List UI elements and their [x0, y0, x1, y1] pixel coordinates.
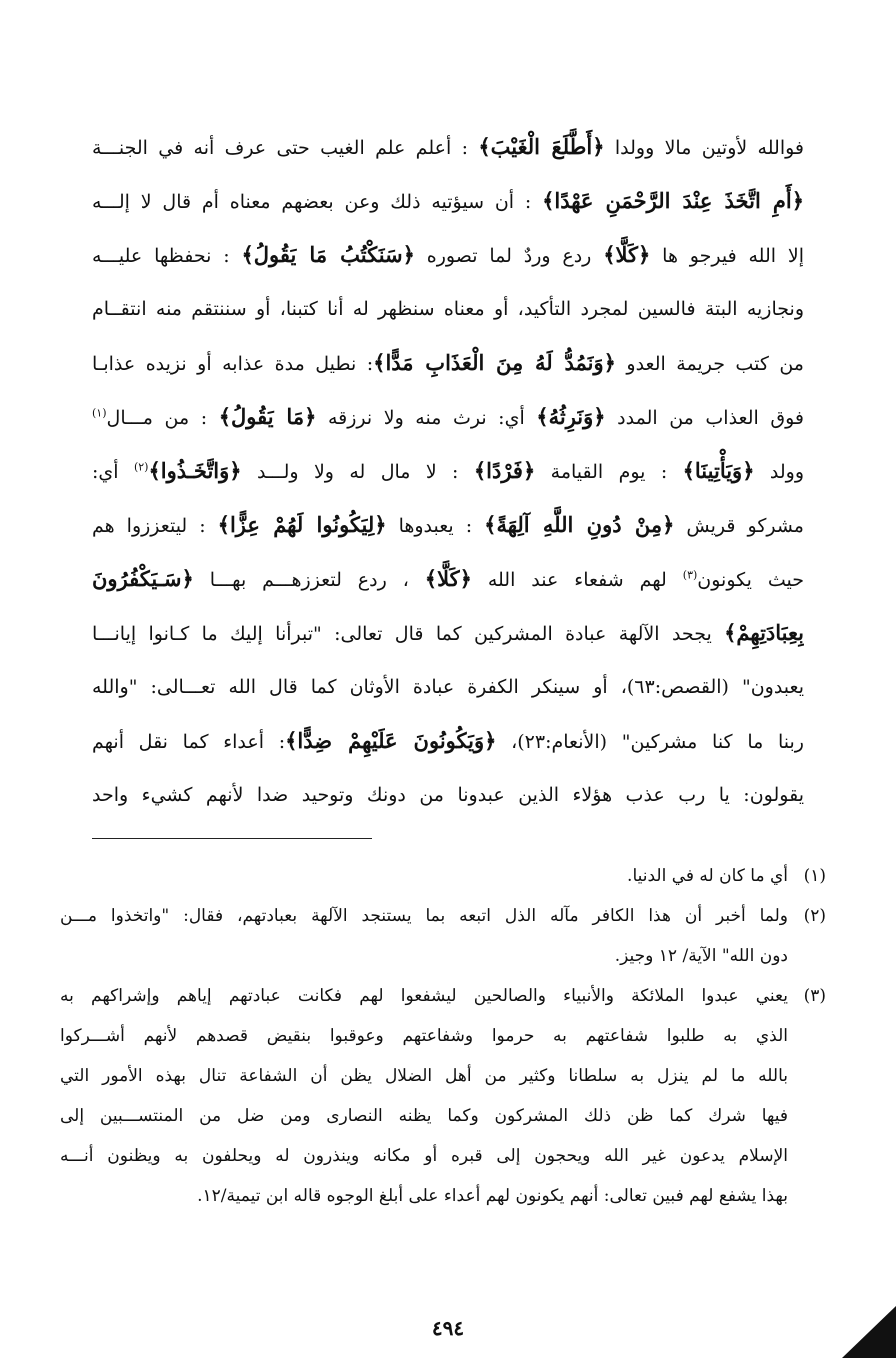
- quran-quote: ﴿أَمِ اتَّخَذَ عِنْدَ الرَّحْمَنِ عَهْدًا﴾: [542, 188, 804, 213]
- text-span: : يوم القيامة: [535, 461, 683, 483]
- text-span: : نطيل مدة عذابه أو نزيده عذابـا: [92, 353, 374, 375]
- text-span: يقولون: يا رب عذب هؤلاء الذين عبدونا من دونك وتوحيد ضدا لأنهم كشيء واحد: [92, 784, 804, 806]
- page-corner-mark: [842, 1306, 896, 1358]
- footnote: [60, 856, 826, 896]
- page-number: ٤٩٤: [431, 1316, 465, 1340]
- text-span: يجحد الآلهة عبادة المشركين كما قال تعالى: "تبرأنا إليك ما كـانوا إيانـــا: [92, 623, 725, 645]
- quran-quote: ﴿سَنَكْتُبُ مَا يَقُولُ﴾: [241, 242, 415, 267]
- text-span: لهم شفعاء عند الله: [471, 569, 683, 591]
- text-line: [92, 282, 804, 336]
- footnote-line: أي ما كان له في الدنيا.: [627, 866, 788, 886]
- footnote-marker: (١): [92, 406, 107, 420]
- text-span: : يعبدوها: [386, 515, 485, 537]
- text-line: [92, 498, 804, 552]
- text-span: فوالله لأوتين مالا وولدا: [604, 137, 804, 159]
- text-line: [92, 768, 804, 822]
- footnotes: [60, 856, 826, 1216]
- footnote-number: (٣): [803, 986, 826, 1006]
- text-span: مشركو قريش: [674, 515, 804, 537]
- text-line: [92, 390, 804, 444]
- footnote-line: دون الله" الآية/ ١٢ وجيز.: [614, 946, 788, 966]
- text-line: [92, 174, 804, 228]
- text-span: : ليتعززوا هم: [92, 515, 218, 537]
- quran-quote: ﴿وَيَكُونُونَ عَلَيْهِمْ ضِدًّا﴾: [285, 728, 497, 753]
- quran-quote: ﴿وَاتَّخَـذُوا﴾: [148, 458, 242, 483]
- text-span: إلا الله فيرجو ها: [650, 245, 804, 267]
- text-span: ونجازيه البتة فالسين لمجرد التأكيد، أو معناه سنظهر له أنا كتبنا، أو سننتقم منه انتقــام: [92, 298, 804, 320]
- text-line: [92, 606, 804, 660]
- main-text: [92, 120, 804, 822]
- text-span: : أن سيؤتيه ذلك وعن بعضهم معناه أم قال لا إلـــه: [92, 191, 543, 213]
- text-span: يعبدون" (القصص:٦٣)، أو سينكر الكفرة عبادة الأوثان كما قال الله تعـــالى: "والله: [92, 676, 804, 698]
- quran-quote: ﴿سَـيَكْفُرُونَ: [92, 566, 194, 591]
- footnote-line: بالله ما لم ينزل به سلطانا وكثير من أهل الضلال يظن أن الشفاعة تنال بهذه الأمور التي: [60, 1066, 788, 1086]
- footnote-number: (٢): [803, 906, 826, 926]
- quran-quote: ﴿مِنْ دُونِ اللَّهِ آلِهَةً﴾: [484, 512, 675, 537]
- text-line: [92, 120, 804, 174]
- quran-quote: ﴿كَلَّا﴾: [603, 242, 651, 267]
- footnote-line: فيها شرك كما ظن ذلك المشركون وكما يظنه النصارى ومن ضل من المنتســـبين إلى: [60, 1106, 788, 1126]
- text-line: [92, 714, 804, 768]
- footnote-body: [60, 976, 788, 1216]
- quran-quote: ﴿مَا يَقُولُ﴾: [218, 404, 317, 429]
- footnote-body: [60, 896, 788, 976]
- quran-quote: ﴿وَيَأْتِينَا﴾: [682, 458, 755, 483]
- text-line: [92, 660, 804, 714]
- footnote: [60, 976, 826, 1216]
- text-line: [92, 228, 804, 282]
- quran-quote: ﴿فَرْدًا﴾: [473, 458, 536, 483]
- footnote-line: ولما أخبر أن هذا الكافر مآله الذل اتبعه بما يستنجد الآلهة بعبادتهم، فقال: "واتخذوا مـــن: [60, 906, 788, 926]
- text-span: ، ردع لتعززهـــم بهـــا: [193, 569, 425, 591]
- text-span: من كتب جريمة العدو: [615, 353, 804, 375]
- text-span: فوق العذاب من المدد: [605, 407, 804, 429]
- footnote-line: الذي به طلبوا شفاعتهم به حرموا وشفاعتهم وعوقبوا بنقيض قصدهم لأنهم أشـــركوا: [60, 1026, 788, 1046]
- text-span: : من مـــال: [106, 407, 219, 429]
- footnote: [60, 896, 826, 976]
- text-span: : أعلم علم الغيب حتى عرف أنه في الجنـــة: [92, 137, 479, 159]
- text-span: ربنا ما كنا مشركين" (الأنعام:٢٣)،: [496, 731, 804, 753]
- quran-quote: ﴿وَنَمُدُّ لَهُ مِنَ الْعَذَابِ مَدًّا﴾: [373, 350, 616, 375]
- text-span: : نحفظها عليـــه: [92, 245, 242, 267]
- footnote-body: [60, 856, 788, 896]
- footnote-separator: [92, 838, 372, 839]
- footnote-line: الإسلام يدعون غير الله ويحجون إلى قبره أو مكانه وينذرون له ويحلفون به ويظنون أنـــه: [60, 1146, 788, 1166]
- text-line: [92, 336, 804, 390]
- text-span: ردع وردٌ لما تصوره: [414, 245, 604, 267]
- quran-quote: ﴿كَلَّا﴾: [424, 566, 472, 591]
- text-line: [92, 552, 804, 606]
- footnote-number: (١): [803, 866, 826, 886]
- quran-quote: ﴿أَطَّلَعَ الْغَيْبَ﴾: [478, 134, 605, 159]
- text-span: : لا مال له ولا ولـــد: [241, 461, 474, 483]
- footnote-marker: (٣): [682, 568, 698, 582]
- text-span: : أعداء كما نقل أنهم: [92, 731, 286, 753]
- footnote-marker: (٢): [133, 460, 149, 474]
- text-span: أي: نرث منه ولا نرزقه: [316, 407, 537, 429]
- quran-quote: ﴿لِيَكُونُوا لَهُمْ عِزًّا﴾: [217, 512, 387, 537]
- footnote-line: يعني عبدوا الملائكة والأنبياء والصالحين ليشفعوا لهم فكانت عبادتهم إياهم وإشراكهم به: [60, 986, 788, 1006]
- quran-quote: بِعِبَادَتِهِمْ﴾: [724, 620, 804, 645]
- text-line: [92, 444, 804, 498]
- text-span: حيث يكونون: [697, 569, 804, 591]
- footnote-line: بهذا يشفع لهم فبين تعالى: أنهم يكونون لهم أعداء على أبلغ الوجوه قاله ابن تيمية/١٢.: [197, 1186, 788, 1206]
- quran-quote: ﴿وَنَرِثُهُ﴾: [536, 404, 606, 429]
- text-span: أي:: [92, 461, 134, 483]
- text-span: وولد: [754, 461, 804, 483]
